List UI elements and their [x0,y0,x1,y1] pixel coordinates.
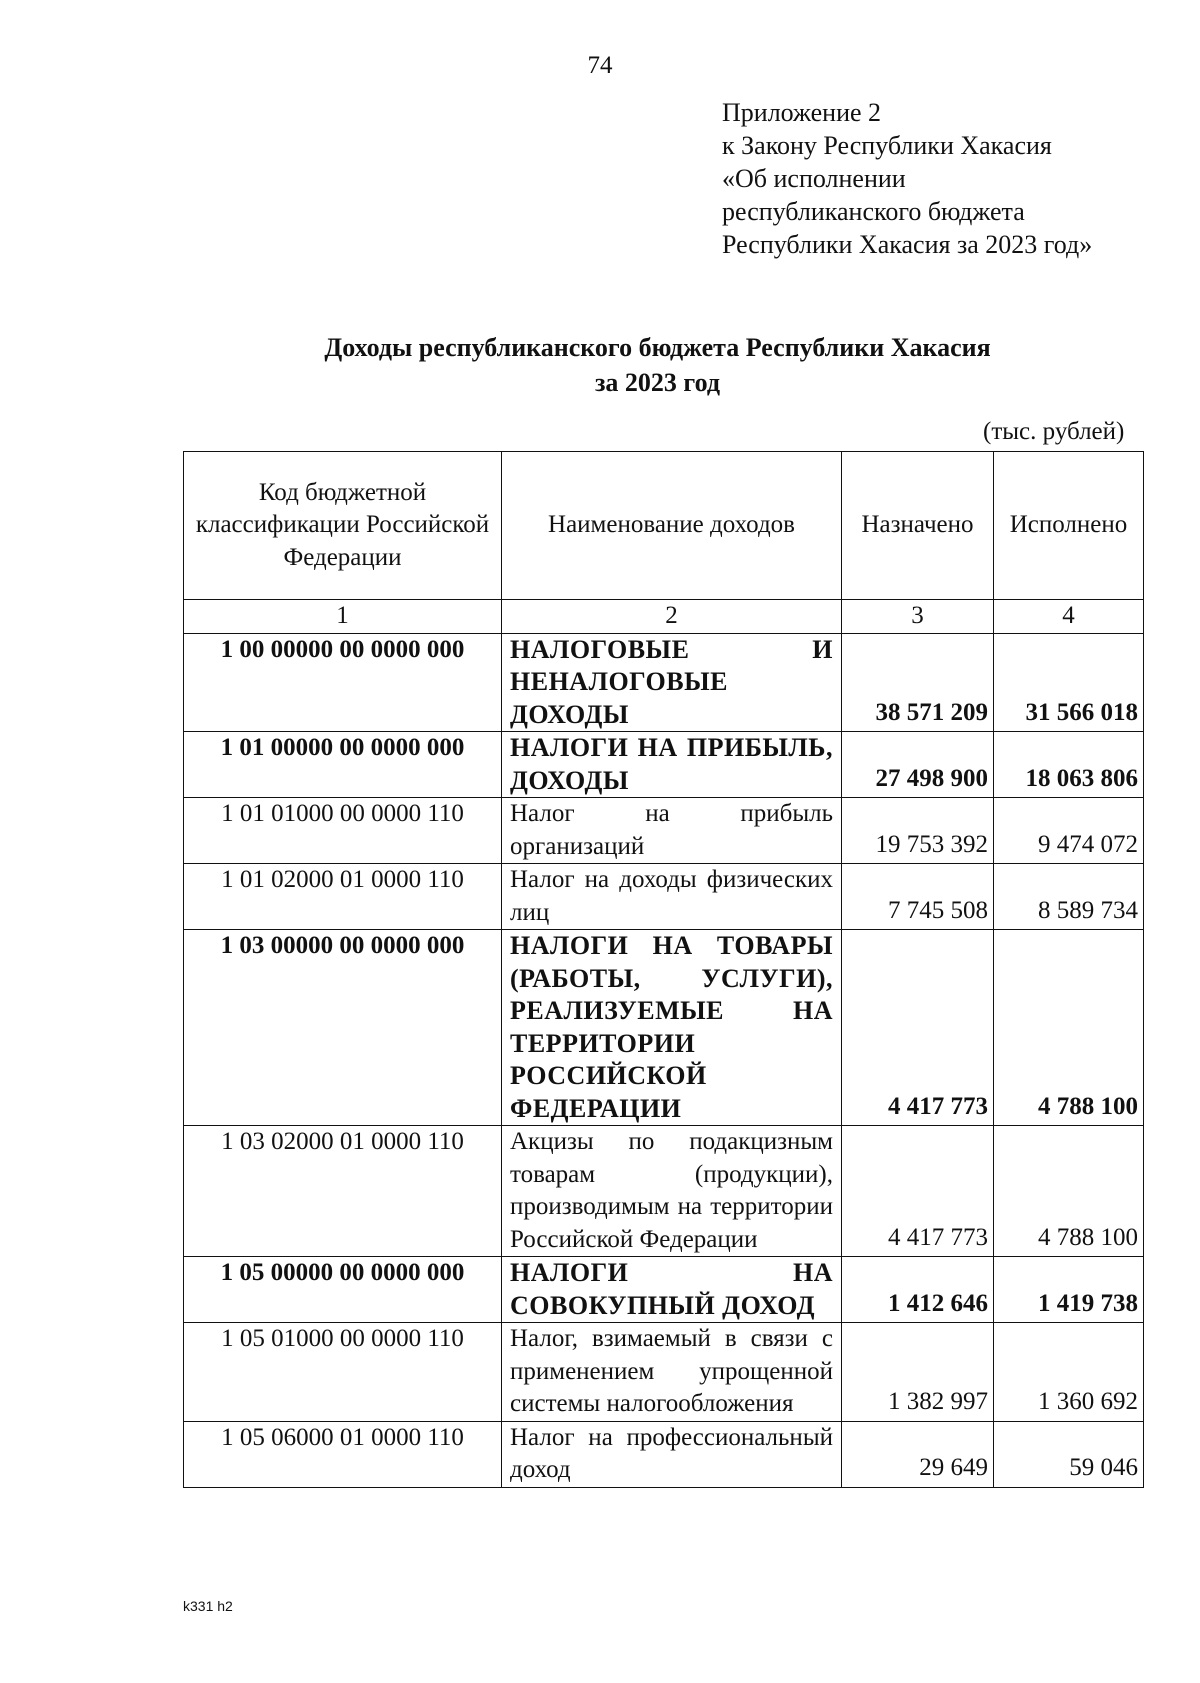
executed-cell: 8 589 734 [994,864,1144,930]
code-cell: 1 03 02000 01 0000 110 [184,1126,502,1257]
title-line-1: Доходы республиканского бюджета Республики Хакасия [324,333,991,362]
executed-cell: 59 046 [994,1421,1144,1487]
table-row [184,864,1144,930]
table-row [184,1126,1144,1257]
executed-cell: 1 419 738 [994,1257,1144,1323]
column-number: 1 [184,600,502,634]
executed-cell: 4 788 100 [994,1126,1144,1257]
name-cell: НАЛОГИ НА ТОВАРЫ (РАБОТЫ, УСЛУГИ), РЕАЛИЗУЕМЫЕ НА ТЕРРИТОРИИ РОССИЙСКОЙ ФЕДЕРАЦИИ [502,930,842,1126]
appendix-line: Приложение 2 [722,98,882,127]
executed-cell: 31 566 018 [994,633,1144,732]
planned-cell: 1 382 997 [842,1323,994,1422]
planned-cell: 4 417 773 [842,1126,994,1257]
code-cell: 1 01 00000 00 0000 000 [184,732,502,798]
planned-cell: 19 753 392 [842,798,994,864]
appendix-line: «Об исполнении [722,164,906,193]
table-row [184,732,1144,798]
table-body [184,633,1144,1487]
column-number: 3 [842,600,994,634]
executed-cell: 4 788 100 [994,930,1144,1126]
name-cell: НАЛОГОВЫЕ И НЕНАЛОГОВЫЕ ДОХОДЫ [502,633,842,732]
planned-cell: 27 498 900 [842,732,994,798]
code-cell: 1 05 00000 00 0000 000 [184,1257,502,1323]
executed-cell: 9 474 072 [994,798,1144,864]
header-planned: Назначено [842,452,994,600]
table-row [184,930,1144,1126]
code-cell: 1 00 00000 00 0000 000 [184,633,502,732]
name-cell: Налог, взимаемый в связи с применением упрощенной системы налогообложения [502,1323,842,1422]
table-row [184,1257,1144,1323]
name-cell: НАЛОГИ НА СОВОКУПНЫЙ ДОХОД [502,1257,842,1323]
column-number: 2 [502,600,842,634]
page-number: 74 [587,52,613,79]
name-cell: Налог на прибыль организаций [502,798,842,864]
table-row [184,1323,1144,1422]
title-line-2: за 2023 год [594,368,720,397]
footer-code: k331 h2 [183,1598,233,1614]
name-cell: Налог на доходы физических лиц [502,864,842,930]
revenue-table [183,451,1144,1488]
table-row [184,633,1144,732]
code-cell: 1 01 02000 01 0000 110 [184,864,502,930]
name-cell: Акцизы по подакцизным товарам (продукции), производимым на территории Российской Федерации [502,1126,842,1257]
planned-cell: 1 412 646 [842,1257,994,1323]
name-cell: Налог на профессиональный доход [502,1421,842,1487]
code-cell: 1 03 00000 00 0000 000 [184,930,502,1126]
planned-cell: 38 571 209 [842,633,994,732]
header-code: Код бюджетной классификации Российской Федерации [184,452,502,600]
code-cell: 1 01 01000 00 0000 110 [184,798,502,864]
units-label: (тыс. рублей) [983,418,1125,445]
appendix-header [722,96,1092,261]
header-executed: Исполнено [994,452,1144,600]
table-row [184,798,1144,864]
appendix-line: к Закону Республики Хакасия [722,131,1052,160]
code-cell: 1 05 06000 01 0000 110 [184,1421,502,1487]
planned-cell: 4 417 773 [842,930,994,1126]
table-row [184,1421,1144,1487]
appendix-line: республиканского бюджета [722,197,1025,226]
planned-cell: 7 745 508 [842,864,994,930]
header-name: Наименование доходов [502,452,842,600]
executed-cell: 1 360 692 [994,1323,1144,1422]
appendix-line: Республики Хакасия за 2023 год» [722,230,1093,259]
document-title [0,330,1200,400]
code-cell: 1 05 01000 00 0000 110 [184,1323,502,1422]
column-number: 4 [994,600,1144,634]
revenue-table-container [183,451,1143,1488]
name-cell: НАЛОГИ НА ПРИБЫЛЬ, ДОХОДЫ [502,732,842,798]
executed-cell: 18 063 806 [994,732,1144,798]
planned-cell: 29 649 [842,1421,994,1487]
